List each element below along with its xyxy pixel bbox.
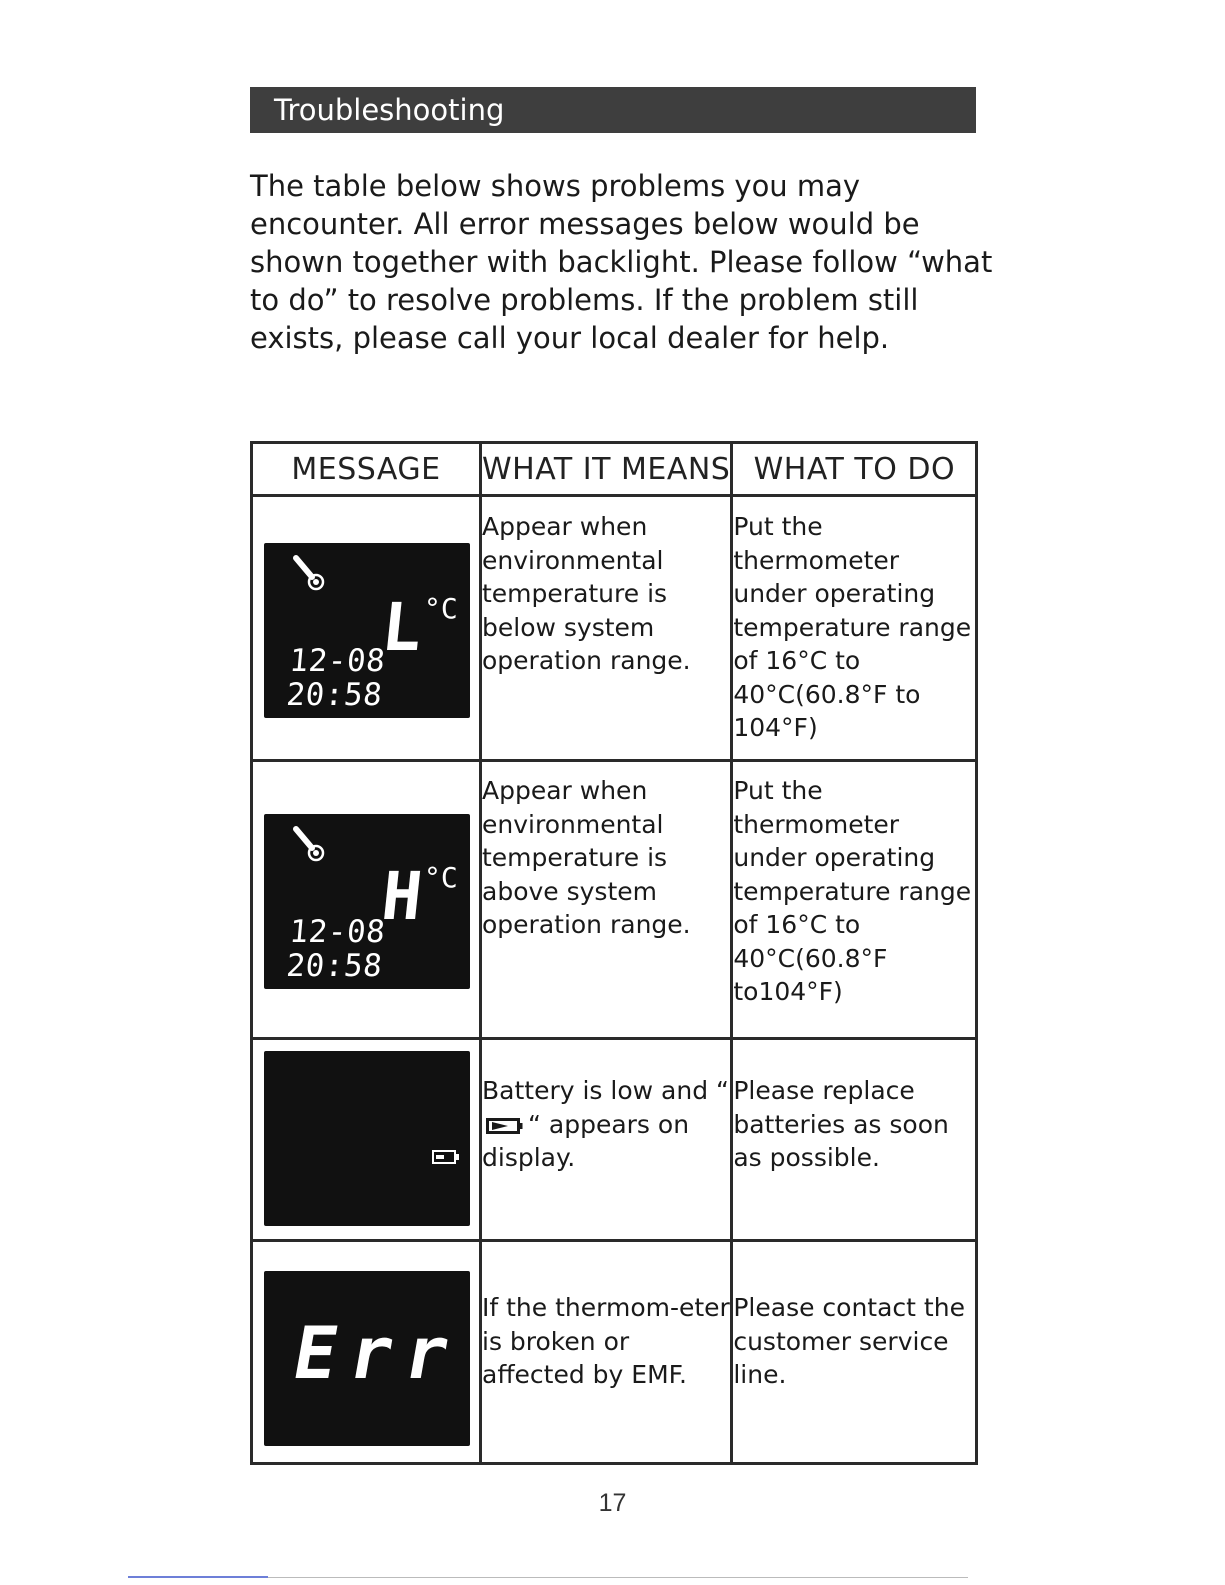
page-number: 17 [598,1489,627,1517]
table-header-row [252,443,977,496]
lcd-clock: 12-08 20:58 [284,914,387,984]
what-to-do-cell: Put the thermometer under operating temperature range of 16°C to 40°C(60.8°F to104°F) [732,761,977,1039]
header-what-it-means: WHAT IT MEANS [481,443,732,496]
table-row [252,1241,977,1464]
message-cell [252,1039,481,1241]
what-to-do-cell: Please replace batteries as soon as possible. [732,1039,977,1241]
message-cell [252,496,481,761]
lcd-display-error [264,1271,470,1446]
means-text-start: Battery is low and “ [482,1076,729,1105]
lcd-display-high-temp [264,814,470,989]
table-row [252,1039,977,1241]
troubleshooting-table [250,441,978,1465]
lcd-unit: °C [424,592,458,625]
lcd-display-low-battery [264,1051,470,1226]
what-it-means-cell: If the thermom-eter is broken or affected by EMF. [481,1241,732,1464]
section-title: Troubleshooting [274,93,505,127]
table-row [252,761,977,1039]
means-text-end: “ appears on display. [482,1109,690,1172]
lcd-unit: °C [424,861,458,894]
what-to-do-cell: Please contact the customer service line. [732,1241,977,1464]
header-what-to-do: WHAT TO DO [732,443,977,496]
header-message: MESSAGE [252,443,481,496]
intro-paragraph: The table below shows problems you may encounter. All error messages below would be shown together with backlight. Please follow “what to do” to resolve problems. If the problem still exists, please call your local dealer for help. [250,169,993,355]
what-to-do-cell: Put the thermometer under operating temperature range of 16°C to 40°C(60.8°F to 104°F) [732,496,977,761]
what-it-means-cell: Appear when environmental temperature is below system operation range. [481,496,732,761]
scan-artifact-line [268,1577,968,1578]
battery-low-icon [486,1117,524,1135]
scan-artifact-line [128,1576,268,1578]
lcd-clock: 12-08 20:58 [284,643,387,713]
table-row [252,496,977,761]
lcd-error-text: Err [286,1311,468,1395]
lcd-symbol: L [378,589,426,666]
thermometer-icon [292,826,326,864]
battery-low-icon [432,1150,460,1164]
lcd-display-low-temp [264,543,470,718]
thermometer-icon [292,555,326,593]
lcd-symbol: H [378,858,426,935]
what-it-means-cell: Appear when environmental temperature is above system operation range. [481,761,732,1039]
section-header [250,87,976,133]
message-cell [252,1241,481,1464]
what-it-means-cell [481,1039,732,1241]
message-cell [252,761,481,1039]
